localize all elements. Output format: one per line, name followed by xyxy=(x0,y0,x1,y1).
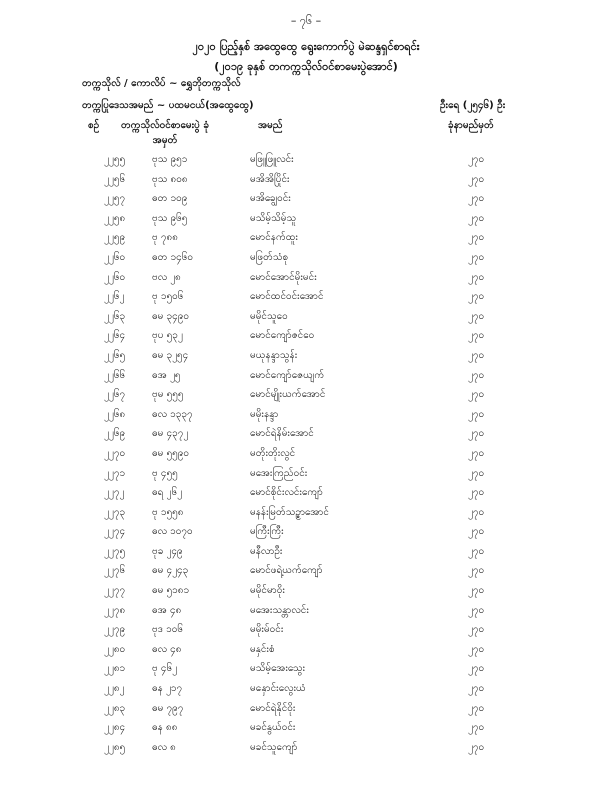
row-idcard: ဓအ ၂၅ xyxy=(152,369,181,381)
row-tele: ၂၇၀ xyxy=(468,506,485,518)
row-name: မမိုးမ်ဝင်း xyxy=(250,624,284,636)
row-name: မမိုင်သူဝေ xyxy=(250,310,288,322)
table-row xyxy=(0,191,612,211)
table-row xyxy=(0,622,612,642)
table-row xyxy=(0,681,612,701)
row-name: မောင်ကျော်ဇေယျက် xyxy=(250,369,325,381)
row-name: မမိုးနန္ဒာ xyxy=(250,408,279,420)
row-tele: ၂၇၀ xyxy=(468,173,485,185)
table-row xyxy=(0,720,612,740)
table-row xyxy=(0,485,612,505)
row-name: မောင်ရဲနိုင်ဝိုး xyxy=(250,702,296,714)
row-number: ၂၂၅၈ xyxy=(104,212,126,224)
row-number: ၂၂၆၀ xyxy=(104,251,126,263)
row-number: ၂၂၆၈ xyxy=(104,408,126,420)
row-number: ၂၂၅၇ xyxy=(104,193,126,205)
column-header-idcard: တက္ကသိုလ်ဝင်စာမေးပွဲ ခုံအမှတ် xyxy=(121,120,209,146)
row-idcard: ဗုသ ၈၀၈ xyxy=(152,173,188,185)
row-number: ၂၂၈၀ xyxy=(104,643,126,655)
row-name: မောင်မျိုးယက်အောင် xyxy=(250,389,326,401)
row-number: ၂၂၆၄ xyxy=(104,330,126,342)
row-idcard: ဗုမ ၅၅၅ xyxy=(152,389,184,401)
row-idcard: ဓမ ၅၅၉၀ xyxy=(152,447,190,459)
row-name: မနီလာဦး xyxy=(250,545,283,557)
row-number: ၂၂၇၂ xyxy=(104,487,125,499)
table-row xyxy=(0,505,612,525)
row-tele: ၂၇၀ xyxy=(468,683,485,695)
row-idcard: ဓမ ၃၄၉၀ xyxy=(152,310,190,322)
row-name: မောင်အောင်မိုးမင်း xyxy=(250,271,317,283)
row-name: မဖြူဖြူလင်း xyxy=(250,154,294,165)
row-tele: ၂၇၀ xyxy=(468,722,485,734)
table-row xyxy=(0,740,612,760)
row-tele: ၂၇၀ xyxy=(468,702,485,714)
row-tele: ၂၇၀ xyxy=(468,212,485,224)
row-number: ၂၂၆၆ xyxy=(104,369,126,381)
row-name: မအိအိပြိုင်း xyxy=(250,173,290,185)
row-name: မနှင်းစံ xyxy=(250,643,275,655)
column-header-name: အမည် xyxy=(258,120,283,131)
table-row xyxy=(0,446,612,466)
row-name: မသိမ့်အေးသွေး xyxy=(250,663,306,675)
row-tele: ၂၇၀ xyxy=(468,624,485,636)
row-idcard: ဗုခ ၂၄၉ xyxy=(152,545,183,557)
row-number: ၂၂၇၁ xyxy=(104,467,126,479)
page-title: ၂၀၂၀ ပြည့်နှစ် အထွေထွေ ရွေးကောက်ပွဲ မဲဆန္ဒရှင်စာရင်း xyxy=(192,40,420,53)
table-row xyxy=(0,328,612,348)
row-number: ၂၂၈၃ xyxy=(104,702,126,714)
row-number: ၂၂၆၇ xyxy=(104,389,126,401)
row-number: ၂၂၈၁ xyxy=(104,663,126,675)
region-line: တက္ကသိုလ် / ကောလိပ် ~ ရွှေဘိုတက္ကသိုလ် xyxy=(82,78,241,89)
table-row xyxy=(0,289,612,309)
row-tele: ၂၇၀ xyxy=(468,291,485,303)
row-number: ၂၂၆၅ xyxy=(104,349,126,361)
row-tele: ၂၇၀ xyxy=(468,389,485,401)
table-row xyxy=(0,603,612,623)
row-idcard: ဓလ ၄၈ xyxy=(152,643,182,655)
row-idcard: ဓမ ၃၂၅၄ xyxy=(152,349,189,361)
table-row xyxy=(0,309,612,329)
count-header: ဦးရေ (၂၅၄၆) ဦး xyxy=(440,100,506,111)
table-row xyxy=(0,701,612,721)
row-idcard: ဗုပ ၅၃၂ xyxy=(152,330,183,342)
table-row xyxy=(0,387,612,407)
row-idcard: ဓလ ၁၃၃၇ xyxy=(152,408,193,420)
row-number: ၂၂၆၃ xyxy=(104,310,126,322)
row-number: ၂၂၇၉ xyxy=(104,624,126,636)
row-name: မဖြတ်သံစု xyxy=(250,251,289,263)
row-name: မောင်ရဲနိမ်းအောင် xyxy=(250,428,314,440)
row-idcard: ဗုသ ၉၆၅ xyxy=(152,212,188,224)
row-number: ၂၂၇၇ xyxy=(104,585,126,597)
row-number: ၂၂၅၉ xyxy=(104,232,126,244)
table-row xyxy=(0,348,612,368)
row-tele: ၂၇၀ xyxy=(468,154,485,165)
row-idcard: ဗလ ၂၈ xyxy=(152,271,181,283)
row-tele: ၂၇၀ xyxy=(468,643,485,655)
row-idcard: ဗုသ ၉၅၁ xyxy=(152,154,188,165)
row-tele: ၂၇၀ xyxy=(468,585,485,597)
row-tele: ၂၇၀ xyxy=(468,741,485,753)
row-tele: ၂၇၀ xyxy=(468,330,485,342)
table-row xyxy=(0,152,612,172)
row-idcard: ဓမ ၇၉၇ xyxy=(152,702,184,714)
row-name: မောင်နက်ထူး xyxy=(250,232,298,244)
row-name: မခင်သူကျော် xyxy=(250,741,298,753)
table-row xyxy=(0,211,612,231)
row-idcard: ဗု ၇၈၈ xyxy=(152,232,178,244)
row-tele: ၂၇၀ xyxy=(468,310,485,322)
row-number: ၂၂၇၄ xyxy=(104,526,126,538)
row-name: မမိုင်မာဝိုး xyxy=(250,585,285,597)
row-idcard: ဓရ ၂၆၂ xyxy=(152,487,182,499)
row-number: ၂၂၅၆ xyxy=(104,173,126,185)
row-idcard: ဓမ ၅၁၈၁ xyxy=(152,585,190,597)
row-name: မောင်ဖရဲ့ယက်ကျော် xyxy=(250,565,323,577)
row-number: ၂၂၆၀ xyxy=(104,271,126,283)
table-row xyxy=(0,642,612,662)
row-tele: ၂၇၀ xyxy=(468,232,485,244)
row-name: မယုနန္ဒာသွန်း xyxy=(250,349,298,361)
district-header: တက္ကပြုဒေသအမည် ~ ပထမငယ်(အထွေထွေ) xyxy=(82,100,254,111)
row-idcard: ဗု ၁၅၀၆ xyxy=(152,291,184,303)
table-row xyxy=(0,466,612,486)
row-number: ၂၂၈၄ xyxy=(104,722,126,734)
row-number: ၂၂၇၈ xyxy=(104,604,126,616)
row-idcard: ဓတ ၁၄၆၀ xyxy=(152,251,194,263)
table-row xyxy=(0,563,612,583)
row-tele: ၂၇၀ xyxy=(468,467,485,479)
row-number: ၂၂၈၅ xyxy=(104,741,126,753)
row-name: မောင်ကျော်ဇင်ဝေ xyxy=(250,330,315,342)
row-idcard: ဗု ၄၆၂ xyxy=(152,663,178,675)
row-idcard: ဗုဒ ၁၀၆ xyxy=(152,624,183,636)
row-name: မခင်နွယ်ဝင်း xyxy=(250,722,296,734)
row-tele: ၂၇၀ xyxy=(468,565,485,577)
row-tele: ၂၇၀ xyxy=(468,487,485,499)
row-idcard: ဓမ ၄၃၇၂ xyxy=(152,428,189,440)
row-idcard: ဓန ၈၈ xyxy=(152,722,178,734)
column-header-tele: ခုံနာမည်မှတ် xyxy=(448,120,494,131)
table-row xyxy=(0,230,612,250)
page-subtitle: (၂၀၁၉ ခုနှစ် တကက္ကသိုလ်ဝင်စာမေးပွဲအောင်) xyxy=(214,60,398,73)
row-name: မသိမ့်သိမ့်သူ xyxy=(250,212,297,224)
row-name: မနန်းမြတ်သဥ္စာအောင် xyxy=(250,506,329,518)
row-name: မအေးကြည်ဝင်း xyxy=(250,467,308,479)
row-tele: ၂၇၀ xyxy=(468,271,485,283)
row-name: မနှောင်းလွေးယံ xyxy=(250,683,306,695)
table-row xyxy=(0,544,612,564)
table-row xyxy=(0,407,612,427)
row-tele: ၂၇၀ xyxy=(468,408,485,420)
row-tele: ၂၇၀ xyxy=(468,251,485,263)
row-number: ၂၂၈၂ xyxy=(104,683,125,695)
row-number: ၂၂၇၆ xyxy=(104,565,126,577)
row-name: မအိချွေဝင်း xyxy=(250,193,291,205)
row-idcard: ဓလ ၈ xyxy=(152,741,176,753)
row-idcard: ဓန ၂၁၇ xyxy=(152,683,183,695)
row-idcard: ဗု ၄၅၅ xyxy=(152,467,178,479)
voter-list xyxy=(0,152,612,759)
table-row xyxy=(0,426,612,446)
row-tele: ၂၇၀ xyxy=(468,428,485,440)
table-row xyxy=(0,661,612,681)
table-row xyxy=(0,270,612,290)
row-number: ၂၂၆၂ xyxy=(104,291,125,303)
row-idcard: ဗု ၁၅၅၈ xyxy=(152,506,184,518)
row-idcard: ဓလ ၁၀၇၀ xyxy=(152,526,193,538)
table-row xyxy=(0,583,612,603)
row-tele: ၂၇၀ xyxy=(468,604,485,616)
row-name: မကြီးကြီး xyxy=(250,526,284,538)
row-number: ၂၂၅၅ xyxy=(104,154,126,165)
row-idcard: ဓအ ၄၈ xyxy=(152,604,182,616)
row-number: ၂၂၆၉ xyxy=(104,428,126,440)
table-row xyxy=(0,250,612,270)
row-tele: ၂၇၀ xyxy=(468,349,485,361)
row-tele: ၂၇၀ xyxy=(468,447,485,459)
row-idcard: ဓမ ၄၂၄၃ xyxy=(152,565,189,577)
table-row xyxy=(0,172,612,192)
row-tele: ၂၇၀ xyxy=(468,193,485,205)
row-name: မတိုးတိုးလွင် xyxy=(250,447,296,459)
row-idcard: ဓတ ၁၀၉ xyxy=(152,193,188,205)
row-number: ၂၂၇၅ xyxy=(104,545,126,557)
row-number: ၂၂၇၃ xyxy=(104,506,126,518)
column-header-no: စဉ် xyxy=(88,120,100,131)
row-tele: ၂၇၀ xyxy=(468,369,485,381)
row-tele: ၂၇၀ xyxy=(468,663,485,675)
row-tele: ၂၇၀ xyxy=(468,526,485,538)
row-name: မအေးသန္တာလင်း xyxy=(250,604,309,616)
row-name: မောင်ထင်ဝင်းအောင် xyxy=(250,291,324,303)
table-row xyxy=(0,368,612,388)
row-tele: ၂၇၀ xyxy=(468,545,485,557)
row-name: မောင်စိုင်းလင်းကျော် xyxy=(250,487,323,499)
row-number: ၂၂၇၀ xyxy=(104,447,126,459)
table-row xyxy=(0,524,612,544)
page-number: – ၇၆ – xyxy=(290,14,322,27)
